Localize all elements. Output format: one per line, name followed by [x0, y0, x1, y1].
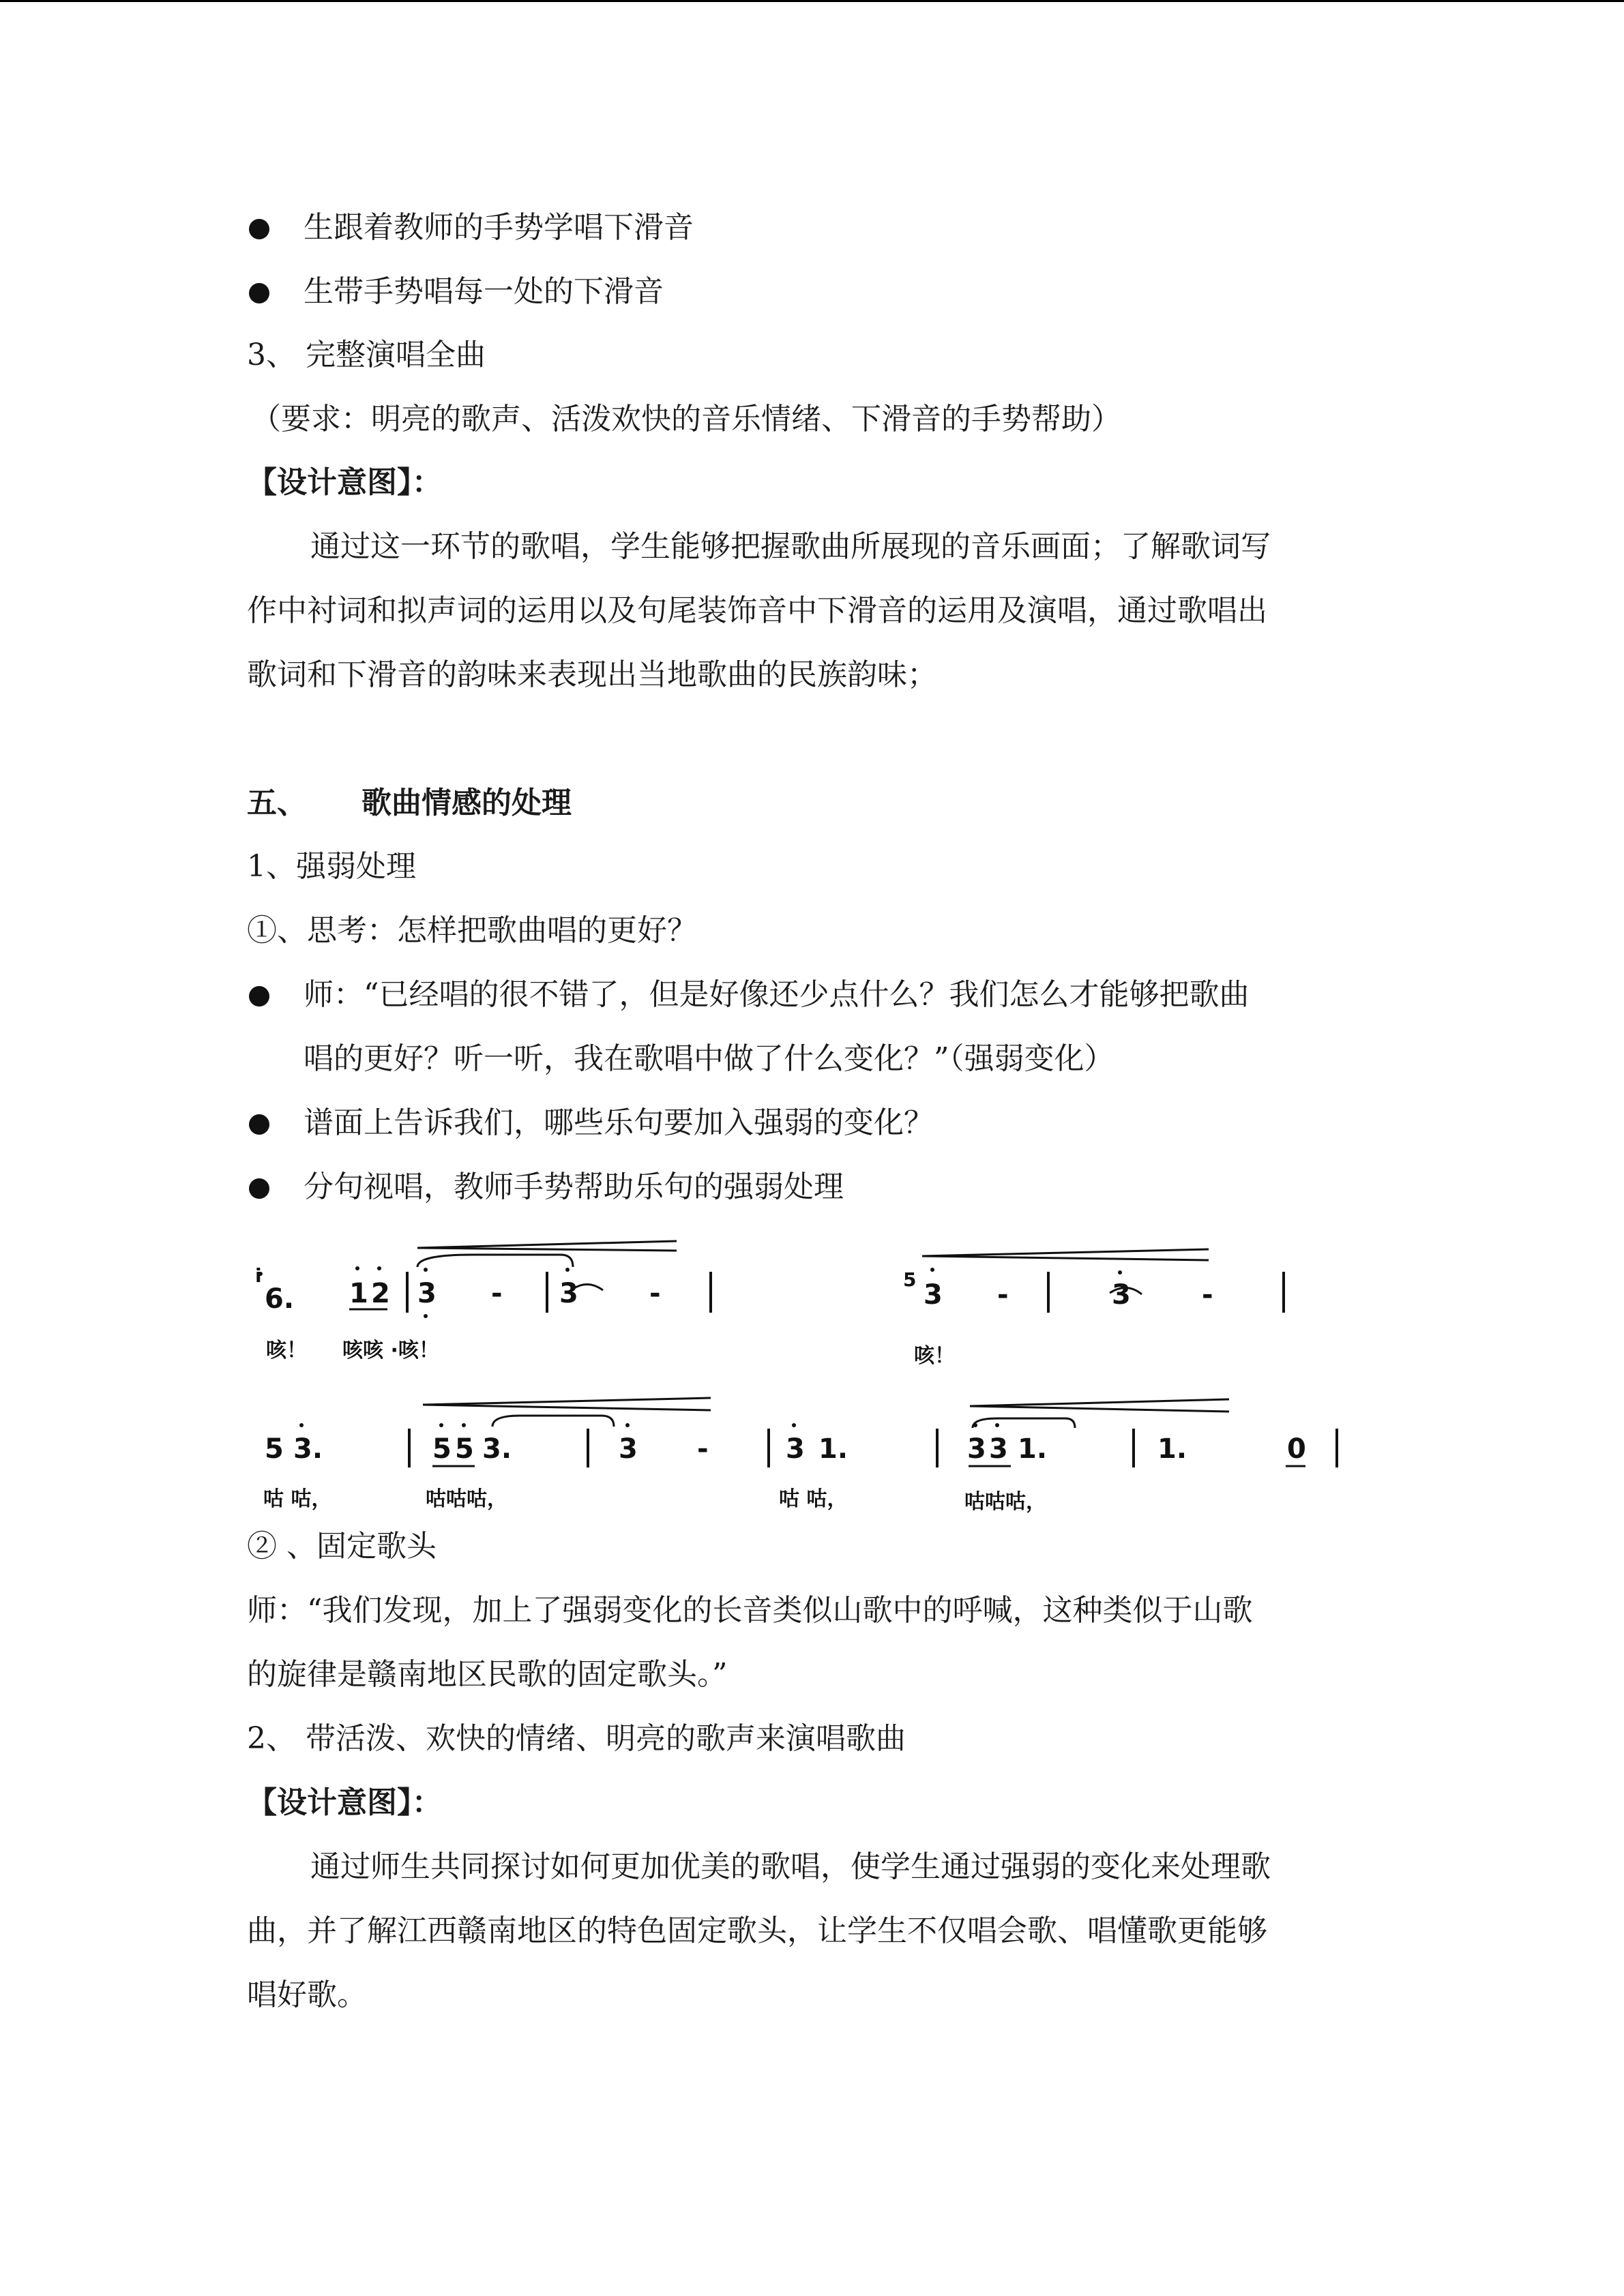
octave-dot — [355, 1266, 359, 1270]
bullet-continuation: 唱的更好？听一听，我在歌唱中做了什么变化？”（强弱变化） — [304, 1041, 1114, 1076]
bullet-item: 分句视唱，教师手势帮助乐句的强弱处理 — [304, 1169, 844, 1204]
slur — [973, 1418, 1075, 1428]
bullet-item: 谱面上告诉我们，哪些乐句要加入强弱的变化？ — [304, 1105, 934, 1140]
score-note: 3 — [967, 1433, 986, 1465]
score-note: 3 — [924, 1279, 943, 1311]
numbered-music-score — [247, 1227, 1365, 1514]
score-note: 5 — [432, 1433, 452, 1465]
paragraph-line: 曲，并了解江西赣南地区的特色固定歌头，让学生不仅唱会歌、唱懂歌更能够 — [247, 1913, 1267, 1948]
bullet-item: 师：“已经唱的很不错了，但是好像还少点什么？我们怎么才能够把歌曲 — [304, 977, 1250, 1012]
sub-heading: 1、强弱处理 — [247, 849, 416, 884]
section-number: 五、 — [247, 786, 307, 820]
bullet-icon — [249, 219, 269, 239]
crescendo-line — [423, 1405, 711, 1410]
score-note: 3 — [619, 1433, 638, 1465]
score-note: 1. — [818, 1433, 848, 1465]
octave-dot — [424, 1314, 428, 1318]
design-intent-heading: 【设计意图】： — [247, 1785, 442, 1820]
crescendo-line — [922, 1256, 1209, 1260]
paragraph-line: 通过这一环节的歌唱，学生能够把握歌曲所展现的音乐画面；了解歌词写 — [310, 529, 1271, 564]
paragraph-line: 的旋律是赣南地区民歌的固定歌头。” — [247, 1657, 728, 1692]
crescendo-line — [417, 1248, 677, 1251]
paragraph-line: 作中衬词和拟声词的运用以及句尾装饰音中下滑音的运用及演唱，通过歌唱出 — [247, 593, 1267, 628]
paragraph-line: 师：“我们发现，加上了强弱变化的长音类似山歌中的呼喊，这种类似于山歌 — [247, 1593, 1253, 1628]
score-note: 3 — [559, 1278, 578, 1309]
score-note: - — [997, 1279, 1009, 1311]
bullet-icon — [249, 986, 269, 1007]
score-note: 6. — [265, 1283, 295, 1315]
sub-heading: 2、 带活泼、欢快的情绪、明亮的歌声来演唱歌曲 — [247, 1721, 906, 1756]
grace-note: i — [255, 1264, 262, 1287]
bullet-icon — [249, 1178, 269, 1199]
paragraph-line: 唱好歌。 — [247, 1978, 367, 2012]
paragraph-line: 歌词和下滑音的韵味来表现出当地歌曲的民族韵味； — [247, 657, 937, 692]
design-intent-heading: 【设计意图】： — [247, 465, 442, 500]
score-lyric: 咕咕咕， — [964, 1490, 1046, 1514]
octave-dot — [625, 1423, 630, 1427]
score-note: - — [491, 1278, 503, 1309]
crescendo-line — [417, 1241, 677, 1248]
octave-dot — [462, 1423, 466, 1427]
slur — [492, 1416, 614, 1427]
score-note: - — [1202, 1279, 1213, 1311]
score-note: 2 — [371, 1278, 390, 1309]
score-lyric: 咕咕咕， — [426, 1487, 507, 1511]
crescendo-line — [423, 1398, 711, 1405]
score-note: 5 — [455, 1433, 474, 1465]
sub-heading: ② 、固定歌头 — [247, 1529, 437, 1564]
score-note: 1. — [1157, 1433, 1187, 1465]
score-lyric: 咕 咕， — [263, 1487, 332, 1511]
score-lyric: 咳！ — [266, 1339, 307, 1362]
score-note: 3 — [1112, 1279, 1131, 1311]
score-note: 3 — [786, 1433, 805, 1465]
page-top-border — [0, 0, 1624, 2]
score-note: 1. — [1018, 1433, 1048, 1465]
question-line: ①、思考：怎样把歌曲唱的更好？ — [247, 913, 697, 948]
score-note: - — [697, 1433, 709, 1465]
score-note: 3 — [417, 1278, 437, 1309]
octave-dot — [424, 1268, 428, 1272]
bullet-item: 生带手势唱每一处的下滑音 — [304, 274, 664, 309]
score-lyric: 咳！ — [914, 1344, 955, 1368]
score-note: 3. — [293, 1433, 323, 1465]
score-note: 5 — [265, 1433, 284, 1465]
section-title: 歌曲情感的处理 — [361, 786, 572, 820]
octave-dot — [973, 1423, 977, 1427]
crescendo-line — [970, 1399, 1229, 1406]
score-note: 0 — [1287, 1433, 1306, 1465]
score-note: - — [649, 1278, 661, 1309]
octave-dot — [995, 1423, 999, 1427]
octave-dot — [930, 1268, 934, 1272]
score-note: 3 — [989, 1433, 1008, 1465]
octave-dot — [792, 1423, 796, 1427]
score-note: 3. — [482, 1433, 512, 1465]
octave-dot — [565, 1268, 570, 1272]
paragraph-line: 通过师生共同探讨如何更加优美的歌唱，使学生通过强弱的变化来处理歌 — [310, 1849, 1271, 1884]
crescendo-line — [922, 1249, 1209, 1256]
crescendo-line — [970, 1406, 1229, 1412]
score-note: 1 — [349, 1278, 368, 1309]
octave-dot — [439, 1423, 443, 1427]
bullet-icon — [249, 283, 269, 303]
score-lyric: 咕 咕， — [779, 1487, 848, 1511]
octave-dot — [377, 1266, 381, 1270]
score-lyric: 咳咳 ·咳！ — [342, 1339, 439, 1362]
bullet-icon — [249, 1114, 269, 1135]
requirement-note: （要求：明亮的歌声、活泼欢快的音乐情绪、下滑音的手势帮助） — [251, 402, 1121, 436]
bullet-item: 生跟着教师的手势学唱下滑音 — [304, 210, 694, 245]
step-heading: 3、 完整演唱全曲 — [247, 338, 486, 372]
slur — [417, 1255, 573, 1267]
grace-note: 5 — [903, 1268, 917, 1291]
octave-dot — [1118, 1270, 1122, 1274]
octave-dot — [299, 1423, 304, 1427]
